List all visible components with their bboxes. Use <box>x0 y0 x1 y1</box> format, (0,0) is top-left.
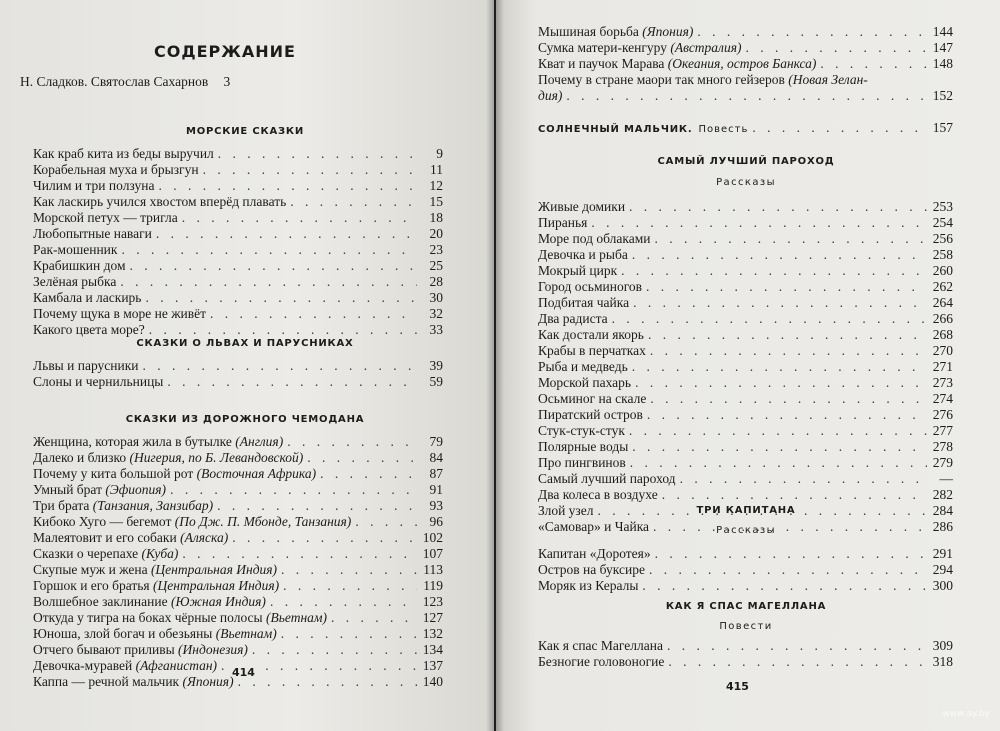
entry-page: 148 <box>932 56 953 71</box>
entry-page: 282 <box>932 487 953 502</box>
entry-page: 277 <box>932 423 953 438</box>
toc-entry <box>33 626 443 642</box>
toc-entry <box>33 434 443 450</box>
entry-origin: (Центральная Индия) <box>153 578 280 593</box>
toc-entry <box>33 226 443 242</box>
entry-title: Умный брат (Эфиопия) <box>33 482 167 497</box>
toc-entry <box>33 562 443 578</box>
toc-entry <box>33 322 443 338</box>
leader-dots <box>182 210 417 226</box>
toc-entry-continuation <box>538 88 953 104</box>
entry-title: Как достали якорь <box>538 327 644 342</box>
entry-title: Зелёная рыбка <box>33 274 117 289</box>
entry-page: 318 <box>932 654 953 669</box>
entry-page: 20 <box>429 226 443 241</box>
leader-dots <box>655 231 928 247</box>
entry-page: 294 <box>932 562 953 577</box>
leader-dots <box>270 594 417 610</box>
leader-dots <box>320 466 417 482</box>
page-number-left: 414 <box>232 666 255 679</box>
leader-dots <box>630 455 927 471</box>
entry-origin: (Афганистан) <box>135 658 218 673</box>
leader-dots <box>655 546 927 562</box>
leader-dots <box>752 120 927 136</box>
entry-page: 96 <box>429 514 443 529</box>
leader-dots <box>182 546 417 562</box>
entry-title: Капитан «Доротея» <box>538 546 651 561</box>
leader-dots <box>680 471 927 487</box>
left-page <box>0 0 494 731</box>
right-page <box>496 0 1000 731</box>
entry-title: Волшебное заклинание (Южная Индия) <box>33 594 266 609</box>
leader-dots <box>281 562 417 578</box>
entry-page: 286 <box>932 519 953 534</box>
toc-entry <box>538 247 953 263</box>
leader-dots <box>203 162 417 178</box>
entry-title: Камбала и ласкирь <box>33 290 142 305</box>
leader-dots <box>281 626 417 642</box>
leader-dots <box>566 88 927 104</box>
section-heading: СКАЗКИ ИЗ ДОРОЖНОГО ЧЕМОДАНА <box>125 414 365 425</box>
toc-entry <box>33 358 443 374</box>
book-gutter <box>486 0 504 731</box>
entry-page: 18 <box>429 210 443 225</box>
watermark: www.ay.by <box>942 709 990 719</box>
toc-entry <box>538 72 953 88</box>
entry-page: 274 <box>932 391 953 406</box>
entry-origin: (По Дж. П. Мбонде, Танзания) <box>174 514 352 529</box>
toc-entry <box>33 514 443 530</box>
leader-dots <box>667 638 927 654</box>
entry-title: Полярные воды <box>538 439 629 454</box>
section-heading: ТРИ КАПИТАНА <box>696 505 796 516</box>
entry-title: Почему в стране маори так много гейзеров (Новая Зелан- <box>538 72 868 87</box>
toc-entry <box>33 178 443 194</box>
toc-entry <box>538 654 953 670</box>
leader-dots <box>629 199 927 215</box>
leader-dots <box>632 247 927 263</box>
entry-page: 262 <box>932 279 953 294</box>
entry-page: 15 <box>429 194 443 209</box>
toc-entry <box>538 24 953 40</box>
entry-title: Город осьминогов <box>538 279 643 294</box>
leader-dots <box>145 290 417 306</box>
entry-title: Любопытные наваги <box>33 226 152 241</box>
entry-page: 264 <box>932 295 953 310</box>
leader-dots <box>287 434 417 450</box>
leader-dots <box>143 358 418 374</box>
leader-dots <box>642 578 927 594</box>
entry-title: Девочка и рыба <box>538 247 628 262</box>
entry-title: Крабы в перчатках <box>538 343 646 358</box>
leader-dots <box>635 375 927 391</box>
entry-origin: (Куба) <box>141 546 179 561</box>
entry-title: Откуда у тигра на боках чёрные полосы (Вьетнам) <box>33 610 328 625</box>
leader-dots <box>632 359 927 375</box>
entry-title: Почему у кита большой рот (Восточная Африка) <box>33 466 317 481</box>
toc-entry <box>33 530 443 546</box>
entry-origin: (Океания, остров Банкса) <box>667 56 817 71</box>
entry-title: Чилим и три ползуна <box>33 178 155 193</box>
toc-entry <box>538 391 953 407</box>
toc-entry <box>33 594 443 610</box>
toc-entry <box>538 40 953 56</box>
entry-origin: (Восточная Африка) <box>196 466 317 481</box>
entry-title: Львы и парусники <box>33 358 139 373</box>
entry-title: Каппа — речной мальчик (Япония) <box>33 674 234 689</box>
entry-page: 279 <box>932 455 953 470</box>
entry-title: Малеятовит и его собаки (Аляска) <box>33 530 229 545</box>
leader-dots <box>662 487 927 503</box>
section-heading: САМЫЙ ЛУЧШИЙ ПАРОХОД <box>657 156 835 167</box>
entry-page: — <box>939 471 953 486</box>
entry-origin: (Вьетнам) <box>215 626 277 641</box>
leader-dots <box>612 311 927 327</box>
leader-dots <box>210 306 417 322</box>
entry-page: 157 <box>932 120 953 135</box>
entry-title: «Самовар» и Чайка <box>538 519 650 534</box>
leader-dots <box>621 263 927 279</box>
entry-title: Рыба и медведь <box>538 359 628 374</box>
entry-title: Н. Сладков. Святослав Сахарнов <box>20 74 209 89</box>
entry-title: Мышиная борьба (Япония) <box>538 24 694 39</box>
entry-title: Далеко и близко (Нигерия, по Б. Левандовской) <box>33 450 304 465</box>
entry-title: Самый лучший пароход <box>538 471 676 486</box>
entry-page: 84 <box>429 450 443 465</box>
toc-entry <box>538 199 953 215</box>
leader-dots <box>167 374 417 390</box>
toc-entry <box>538 455 953 471</box>
entry-title: Живые домики <box>538 199 626 214</box>
leader-dots <box>218 146 417 162</box>
entry-title: Как ласкирь учился хвостом вперёд плавать <box>33 194 287 209</box>
leader-dots <box>650 391 927 407</box>
entry-title: Женщина, которая жила в бутылке (Англия) <box>33 434 284 449</box>
leader-dots <box>252 642 417 658</box>
leader-dots <box>121 242 417 258</box>
entry-title: Слоны и чернильницы <box>33 374 164 389</box>
entry-page: 59 <box>429 374 443 389</box>
toc-entry <box>33 374 443 390</box>
entry-page: 132 <box>422 626 443 641</box>
entry-page: 107 <box>422 546 443 561</box>
entry-title: Осьминог на скале <box>538 391 647 406</box>
leader-dots <box>238 674 417 690</box>
entry-title: Кват и паучок Марава (Океания, остров Банкса) <box>538 56 817 71</box>
entry-title: Крабишкин дом <box>33 258 126 273</box>
entry-origin: (Нигерия, по Б. Левандовской) <box>129 450 304 465</box>
entry-origin: (Эфиопия) <box>105 482 167 497</box>
entry-page: 134 <box>422 642 443 657</box>
leader-dots <box>649 562 927 578</box>
entry-page: 291 <box>932 546 953 561</box>
toc-entry <box>538 56 953 72</box>
leader-dots <box>120 274 417 290</box>
entry-page: 276 <box>932 407 953 422</box>
toc-entry <box>33 466 443 482</box>
toc-entry <box>33 482 443 498</box>
leader-dots <box>633 295 927 311</box>
entry-page: 23 <box>429 242 443 257</box>
leader-dots <box>158 178 417 194</box>
entry-page: 79 <box>429 434 443 449</box>
toc-entry <box>33 258 443 274</box>
section-subheading: Повести <box>719 621 773 632</box>
toc-entry <box>538 578 953 594</box>
toc-entry <box>538 327 953 343</box>
toc-entry <box>538 279 953 295</box>
entry-page: 30 <box>429 290 443 305</box>
entry-title: Отчего бывают приливы (Индонезия) <box>33 642 248 657</box>
leader-dots <box>668 654 927 670</box>
entry-page: 12 <box>429 178 443 193</box>
entry-title: Безногие головоногие <box>538 654 665 669</box>
leader-dots <box>650 343 927 359</box>
leader-dots <box>307 450 417 466</box>
entry-title: Как краб кита из беды выручил <box>33 146 214 161</box>
entry-page: 278 <box>932 439 953 454</box>
toc-entry <box>33 162 443 178</box>
entry-origin: (Новая Зелан- <box>788 72 868 87</box>
toc-entry <box>538 439 953 455</box>
entry-page: 137 <box>422 658 443 673</box>
leader-dots <box>217 498 417 514</box>
toc-entry <box>538 546 953 562</box>
toc-entry <box>538 471 953 487</box>
toc-entry <box>33 210 443 226</box>
section-heading: СОЛНЕЧНЫЙ МАЛЬЧИК. <box>538 124 693 135</box>
leader-dots <box>130 258 417 274</box>
entry-page: 102 <box>422 530 443 545</box>
entry-page: 87 <box>429 466 443 481</box>
entry-page: 123 <box>422 594 443 609</box>
leader-dots <box>632 439 927 455</box>
entry-page: 93 <box>429 498 443 513</box>
solar-boy-entry <box>538 120 953 138</box>
entry-page: 152 <box>932 88 953 103</box>
leader-dots <box>745 40 927 56</box>
entry-page: 119 <box>423 578 443 593</box>
toc-entry <box>20 74 442 90</box>
toc-entry <box>33 642 443 658</box>
entry-origin: (Япония) <box>182 674 234 689</box>
leader-dots <box>355 514 417 530</box>
entry-page: 32 <box>429 306 443 321</box>
leader-dots <box>170 482 417 498</box>
toc-entry <box>538 263 953 279</box>
entry-title: Как я спас Магеллана <box>538 638 663 653</box>
entry-title: Мокрый цирк <box>538 263 618 278</box>
entry-page: 140 <box>422 674 443 689</box>
section-heading: КАК Я СПАС МАГЕЛЛАНА <box>665 601 827 612</box>
leader-dots <box>646 279 927 295</box>
entry-title: Рак-мошенник <box>33 242 118 257</box>
toc-entry <box>538 215 953 231</box>
entry-page: 271 <box>932 359 953 374</box>
entry-page: 273 <box>932 375 953 390</box>
toc-entry <box>33 194 443 210</box>
entry-title: Подбитая чайка <box>538 295 630 310</box>
entry-page: 268 <box>932 327 953 342</box>
page-number-right: 415 <box>726 680 749 693</box>
toc-entry <box>33 578 443 594</box>
entry-page: 300 <box>932 578 953 593</box>
entry-title: Почему щука в море не живёт <box>33 306 207 321</box>
contents-title: СОДЕРЖАНИЕ <box>154 42 296 61</box>
entry-origin: дия) <box>538 88 563 103</box>
entry-origin: (Аляска) <box>180 530 229 545</box>
leader-dots <box>629 423 927 439</box>
toc-entry <box>33 546 443 562</box>
entry-title: Два колеса в воздухе <box>538 487 658 502</box>
toc-entry <box>538 359 953 375</box>
toc-entry <box>538 423 953 439</box>
entry-title: Три брата (Танзания, Занзибар) <box>33 498 214 513</box>
entry-page: 91 <box>429 482 443 497</box>
entry-page: 266 <box>932 311 953 326</box>
entry-page: 144 <box>932 24 953 39</box>
entry-page: 11 <box>430 162 443 177</box>
entry-page: 260 <box>932 263 953 278</box>
leader-dots <box>232 530 417 546</box>
entry-origin: (Вьетнам) <box>266 610 328 625</box>
entry-title: Юноша, злой богач и обезьяны (Вьетнам) <box>33 626 277 641</box>
entry-origin: (Англия) <box>235 434 284 449</box>
entry-page: 258 <box>932 247 953 262</box>
entry-origin: (Австралия) <box>670 40 742 55</box>
leader-dots <box>149 322 417 338</box>
toc-entry <box>538 295 953 311</box>
entry-title: Злой узел <box>538 503 594 518</box>
entry-title: Пиратский остров <box>538 407 643 422</box>
entry-title: Какого цвета море? <box>33 322 145 337</box>
entry-page: 9 <box>436 146 443 161</box>
entry-origin: (Индонезия) <box>178 642 248 657</box>
leader-dots <box>820 56 927 72</box>
toc-entry <box>538 638 953 654</box>
toc-entry <box>538 343 953 359</box>
toc-entry <box>33 242 443 258</box>
toc-entry <box>538 562 953 578</box>
entry-title <box>538 120 748 138</box>
entry-title: Корабельная муха и брызгун <box>33 162 199 177</box>
toc-entry <box>33 306 443 322</box>
entry-title: Море под облаками <box>538 231 651 246</box>
leader-dots <box>283 578 417 594</box>
section-subheading: Повесть <box>698 124 749 135</box>
entry-page: 284 <box>932 503 953 518</box>
entry-page: 113 <box>423 562 443 577</box>
entry-page: 147 <box>932 40 953 55</box>
section-subheading: Рассказы <box>716 525 776 536</box>
entry-title: Два радиста <box>538 311 608 326</box>
leader-dots <box>648 327 927 343</box>
entry-page: 270 <box>932 343 953 358</box>
entry-page: 309 <box>932 638 953 653</box>
toc-entry <box>33 610 443 626</box>
entry-title: Стук-стук-стук <box>538 423 625 438</box>
entry-title: Остров на буксире <box>538 562 645 577</box>
entry-page: 33 <box>429 322 443 337</box>
entry-title: Про пингвинов <box>538 455 626 470</box>
leader-dots <box>697 24 927 40</box>
toc-entry <box>33 146 443 162</box>
entry-origin: (Южная Индия) <box>170 594 266 609</box>
section-subheading: Рассказы <box>716 177 776 188</box>
section-heading: МОРСКИЕ СКАЗКИ <box>185 126 305 137</box>
toc-entry <box>33 290 443 306</box>
entry-page: 39 <box>429 358 443 373</box>
toc-entry <box>538 311 953 327</box>
toc-entry <box>33 274 443 290</box>
entry-page: 3 <box>223 74 231 89</box>
section-heading: СКАЗКИ О ЛЬВАХ И ПАРУСНИКАХ <box>136 338 354 349</box>
entry-title: Сумка матери-кенгуру (Австралия) <box>538 40 742 55</box>
entry-title: Скупые муж и жена (Центральная Индия) <box>33 562 278 577</box>
entry-title: Морской пахарь <box>538 375 632 390</box>
entry-title: Сказки о черепахе (Куба) <box>33 546 179 561</box>
leader-dots <box>591 215 927 231</box>
entry-title: Моряк из Кералы <box>538 578 639 593</box>
leader-dots <box>647 407 927 423</box>
entry-title: Кибоко Хуго — бегемот (По Дж. П. Мбонде, Танзания) <box>33 514 352 529</box>
entry-page: 256 <box>932 231 953 246</box>
entry-page: 127 <box>422 610 443 625</box>
entry-origin: (Центральная Индия) <box>150 562 278 577</box>
entry-title: Горшок и его братья (Центральная Индия) <box>33 578 280 593</box>
toc-entry <box>538 375 953 391</box>
entry-origin: (Танзания, Занзибар) <box>92 498 214 513</box>
entry-page: 25 <box>429 258 443 273</box>
leader-dots <box>331 610 417 626</box>
entry-title: Морской петух — тригла <box>33 210 178 225</box>
toc-entry <box>538 407 953 423</box>
entry-page: 28 <box>429 274 443 289</box>
toc-entry <box>538 231 953 247</box>
entry-page: 254 <box>932 215 953 230</box>
toc-entry <box>538 487 953 503</box>
entry-origin: (Япония) <box>642 24 694 39</box>
toc-entry <box>33 498 443 514</box>
entry-title: Пиранья <box>538 215 588 230</box>
entry-title: Девочка-муравей (Афганистан) <box>33 658 218 673</box>
leader-dots <box>156 226 417 242</box>
leader-dots <box>290 194 417 210</box>
entry-page: 253 <box>932 199 953 214</box>
entry-title <box>538 88 562 104</box>
toc-entry <box>33 450 443 466</box>
